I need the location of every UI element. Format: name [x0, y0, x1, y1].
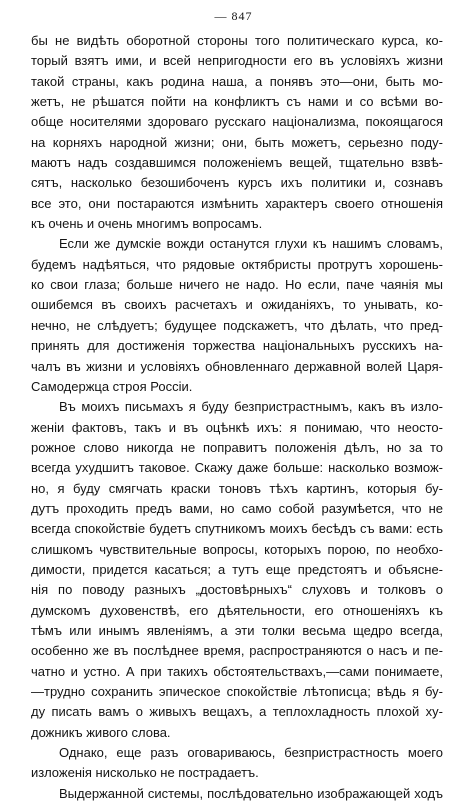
text-line: сятъ, насколько безошибоченъ курсъ ихъ политики и, сознавъ: [31, 175, 443, 191]
text-line: всегда ухудшитъ таковое. Скажу даже больше: насколько возмож-: [31, 460, 443, 476]
text-line: женіи фактовъ, такъ и въ оцѣнкѣ ихъ: я понимаю, что неосто-: [31, 419, 443, 435]
text-line: Въ моихъ письмахъ я буду безпристрастнымъ, какъ въ изло-: [59, 399, 443, 415]
text-line: нія по поводу разныхъ „достовѣрныхъ“ слуховъ и толковъ о: [31, 582, 443, 598]
text-line: торый взятъ ими, и всей непригодности его въ условіяхъ жизни: [31, 53, 443, 69]
text-line: жетъ, не рѣшатся пойти на конфликтъ съ нами и со всѣми во-: [31, 94, 443, 110]
paragraph: [31, 743, 443, 784]
text-line: такой страны, какъ родина наша, а понявъ это—они, быть мо-: [31, 73, 443, 89]
text-line: принять для достиженія торжества національныхъ русскихъ на-: [31, 338, 443, 354]
text-line: рожное слово никогда не поправитъ положенія дѣлъ, но за то: [31, 439, 443, 455]
text-line: чалъ въ жизни и условіяхъ обновленнаго державной волей Царя-: [31, 358, 443, 374]
text-line: думскомъ духовенствѣ, его дѣятельности, его отношеніяхъ къ: [31, 602, 443, 618]
text-line: ко свои глаза; больше ничего не надо. Но если, паче чаянія мы: [31, 277, 443, 293]
paragraph: [31, 234, 443, 397]
paragraph: [31, 784, 443, 804]
text-line: будемъ надѣяться, что рядовые октябристы протрутъ хорошень-: [31, 256, 443, 272]
text-line: дожникъ живого слова.: [31, 724, 171, 740]
text-line: Самодержца строя Россіи.: [31, 378, 193, 394]
text-line: слишкомъ чувствительные вопросы, которыхъ порою, по необхо-: [31, 541, 443, 557]
text-line: чатно и устно. А при такихъ обстоятельствахъ,—сами понимаете,: [31, 663, 443, 679]
paragraph: [31, 397, 443, 743]
text-line: Выдержанной системы, послѣдовательно изображающей ходъ: [59, 785, 443, 801]
text-line: бы не видѣть оборотной стороны того политическаго курса, ко-: [31, 33, 443, 48]
text-line: нечно, не слѣдуетъ; будущее подскажетъ, что дѣлать, что пред-: [31, 317, 443, 333]
text-line: ошибемся въ своихъ расчетахъ и ожиданіяхъ, то унывать, ко-: [31, 297, 443, 313]
text-line: къ очень и очень многимъ вопросамъ.: [31, 216, 263, 232]
text-line: тѣмъ или инымъ явленіямъ, а эти толки весьма щедро всегда,: [31, 622, 443, 638]
paragraph: [31, 31, 443, 234]
text-line: изложенія нисколько не пострадаетъ.: [31, 765, 259, 781]
text-line: обще носителями здороваго русскаго націонализма, покоящагося: [31, 114, 443, 130]
text-line: Если же думскіе вожди останутся глухи къ нашимъ словамъ,: [59, 236, 443, 252]
text-line: димости, придется касаться; а тутъ еще предстоятъ и объясне-: [31, 561, 443, 577]
text-line: особенно же въ послѣднее время, распространяются о насъ и пе-: [31, 643, 443, 659]
text-line: ду писать вамъ о живыхъ вещахъ, а теплохладность плохой ху-: [31, 704, 443, 720]
text-line: Однако, еще разъ оговариваюсь, безпристрастность моего: [59, 745, 443, 761]
text-line: все это, они постараются измѣнить характеръ своего отношенія: [31, 195, 443, 211]
text-line: но, я буду смягчать краски тоновъ тѣхъ картинъ, которыя бу-: [31, 480, 443, 496]
page-text: [31, 31, 443, 804]
page-number: — 847: [214, 9, 253, 23]
text-line: дутъ проходить предъ вами, но само собой разумѣется, что не: [31, 500, 443, 516]
text-line: всегда спокойствіе будетъ спутникомъ моихъ бесѣдъ съ вами: есть: [31, 521, 443, 537]
text-line: на корняхъ народной жизни; они, быть можетъ, серьезно поду-: [31, 134, 443, 150]
text-line: —трудно сохранить эпическое спокойствіе лѣтописца; вѣдь я бу-: [31, 684, 443, 699]
text-line: маютъ надъ создавшимся положеніемъ вещей, тщательно взвѣ-: [31, 155, 443, 171]
